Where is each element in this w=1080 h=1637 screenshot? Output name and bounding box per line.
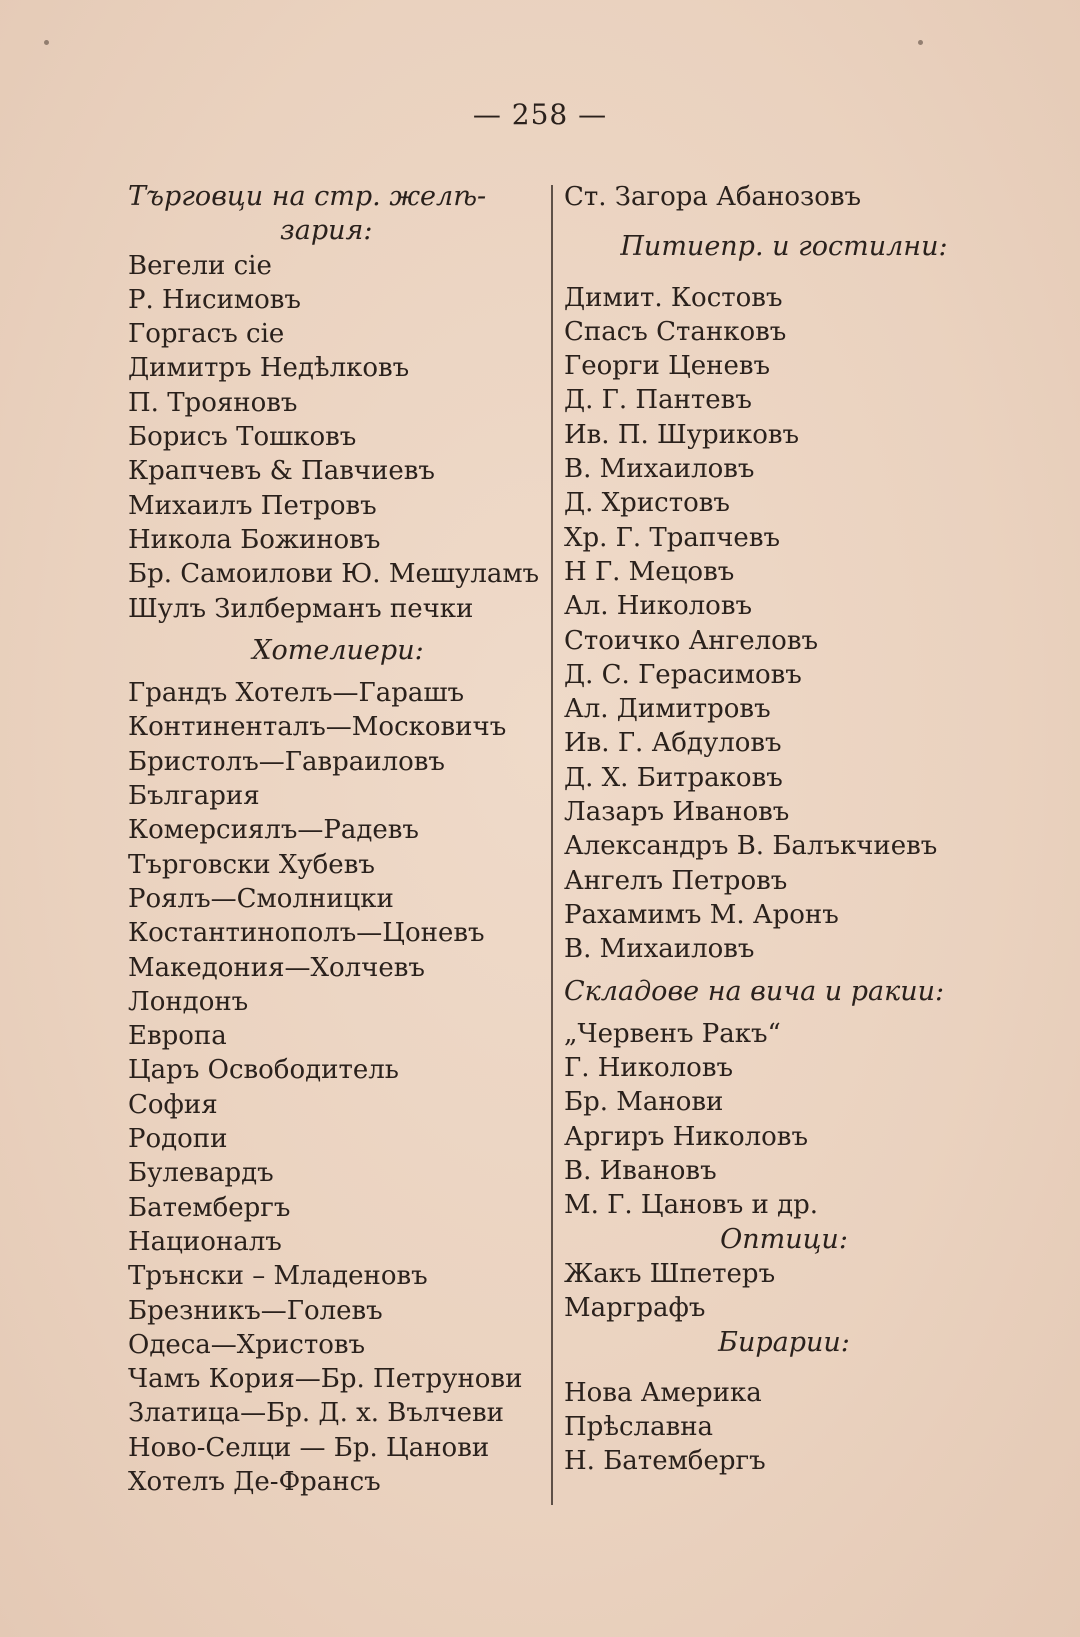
list-item: В. Ивановъ	[564, 1156, 717, 1187]
list-item: Аргиръ Николовъ	[564, 1121, 808, 1152]
list-item: Ново-Селци — Бр. Цанови	[128, 1432, 490, 1463]
list-item: Одеса—Христовъ	[128, 1329, 366, 1360]
list-item: Родопи	[128, 1124, 228, 1155]
list-item: Димитръ Недѣлковъ	[128, 353, 410, 384]
list-item: Лондонъ	[128, 986, 249, 1017]
list-item: Марграфъ	[564, 1293, 706, 1324]
list-item: Жакъ Шпетеръ	[564, 1258, 776, 1289]
list-item: Ив. П. Шуриковъ	[564, 419, 800, 450]
left-column	[128, 180, 548, 1499]
list-item: Д. Христовъ	[564, 488, 730, 519]
list-item: Георги Ценевъ	[564, 351, 771, 382]
list-item: В. Михаиловъ	[564, 934, 755, 965]
list-item: Д. Г. Пантевъ	[564, 385, 752, 416]
entry-list	[564, 1376, 1004, 1479]
list-item: Александръ В. Балъкчиевъ	[564, 831, 938, 862]
list-item: Трънски – Младеновъ	[128, 1261, 428, 1292]
list-item: Златица—Бр. Д. х. Вълчеви	[128, 1398, 504, 1429]
list-item: Роялъ—Смолницки	[128, 883, 394, 914]
list-item: Д. Х. Битраковъ	[564, 762, 783, 793]
list-item: София	[128, 1089, 218, 1120]
list-item: Ив. Г. Абдуловъ	[564, 728, 782, 759]
list-item: Шулъ Зилберманъ печки	[128, 593, 474, 624]
list-item: Крапчевъ & Павчиевъ	[128, 456, 435, 487]
list-item: Р. Нисимовъ	[128, 284, 301, 315]
section-heading: Търговци на стр. желѣ-	[128, 181, 487, 212]
column-divider	[551, 185, 553, 1505]
list-item: Ал. Димитровъ	[564, 694, 771, 725]
list-item: В. Михаиловъ	[564, 454, 755, 485]
section-heading: зария:	[280, 215, 373, 247]
paper-speck	[44, 40, 49, 45]
list-item: Брезникъ—Голевъ	[128, 1295, 383, 1326]
list-item: Никола Божиновъ	[128, 524, 381, 555]
section-heading: Оптици:	[720, 1223, 848, 1255]
list-item: М. Г. Цановъ и др.	[564, 1190, 819, 1221]
section-heading: Хотелиери:	[252, 634, 424, 666]
list-item: Димит. Костовъ	[564, 282, 783, 313]
list-item: Царъ Освободитель	[128, 1055, 399, 1086]
list-item: Бр. Манови	[564, 1087, 724, 1118]
list-item: Прѣславна	[564, 1412, 714, 1443]
paper-speck	[918, 40, 923, 45]
list-item: Г. Николовъ	[564, 1053, 733, 1084]
entry-list	[128, 676, 548, 1499]
list-item: Михаилъ Петровъ	[128, 490, 377, 521]
list-item: Рахамимъ М. Аронъ	[564, 899, 839, 930]
list-item: Грандъ Хотелъ—Гарашъ	[128, 678, 465, 709]
list-item: Булевардъ	[128, 1158, 274, 1189]
list-item: Нова Америка	[564, 1377, 762, 1408]
list-item: Европа	[128, 1021, 227, 1052]
list-item: България	[128, 781, 260, 812]
list-item: Чамъ Кория—Бр. Петрунови	[128, 1364, 523, 1395]
list-item: Стоичко Ангеловъ	[564, 625, 818, 656]
list-item: Хотелъ Де-Франсъ	[128, 1466, 381, 1497]
section-heading: Складове на вича и ракии:	[564, 975, 945, 1007]
list-item: „Червенъ Ракъ“	[564, 1018, 781, 1049]
list-item: Спасъ Станковъ	[564, 316, 787, 347]
list-item: Костантинополъ—Цоневъ	[128, 918, 485, 949]
list-item: Борисъ Тошковъ	[128, 422, 357, 453]
list-item: Батембергъ	[128, 1192, 291, 1223]
entry-list	[128, 249, 548, 626]
section-heading: Бирарии:	[718, 1326, 850, 1358]
list-item: Националъ	[128, 1226, 282, 1257]
list-item: Континенталъ—Московичъ	[128, 712, 507, 743]
list-item: Ал. Николовъ	[564, 591, 752, 622]
page-number: — 258 —	[472, 98, 608, 131]
list-item: Хр. Г. Трапчевъ	[564, 522, 780, 553]
list-item: Горгасъ сіе	[128, 319, 285, 350]
entry-list	[564, 281, 1004, 967]
section-heading: Питиепр. и гостилни:	[620, 231, 948, 263]
list-item: Вегели сіе	[128, 250, 272, 281]
list-item: Н. Батембергъ	[564, 1446, 766, 1477]
list-item: Ст. Загора Абанозовъ	[564, 182, 862, 212]
list-item: Лазаръ Ивановъ	[564, 797, 790, 828]
list-item: Македония—Холчевъ	[128, 952, 425, 983]
entry-list	[564, 1257, 1004, 1326]
list-item: Д. С. Герасимовъ	[564, 659, 802, 690]
right-column	[564, 180, 1004, 1479]
list-item: Бр. Самоилови Ю. Мешуламъ	[128, 559, 540, 590]
list-item: Бристолъ—Гавраиловъ	[128, 746, 445, 777]
entry-list	[564, 1017, 1004, 1223]
list-item: Ангелъ Петровъ	[564, 865, 788, 896]
list-item: П. Трояновъ	[128, 387, 298, 418]
list-item: Търговски Хубевъ	[128, 849, 375, 880]
list-item: Комерсиялъ—Радевъ	[128, 815, 419, 846]
list-item: Н Г. Мецовъ	[564, 556, 735, 587]
